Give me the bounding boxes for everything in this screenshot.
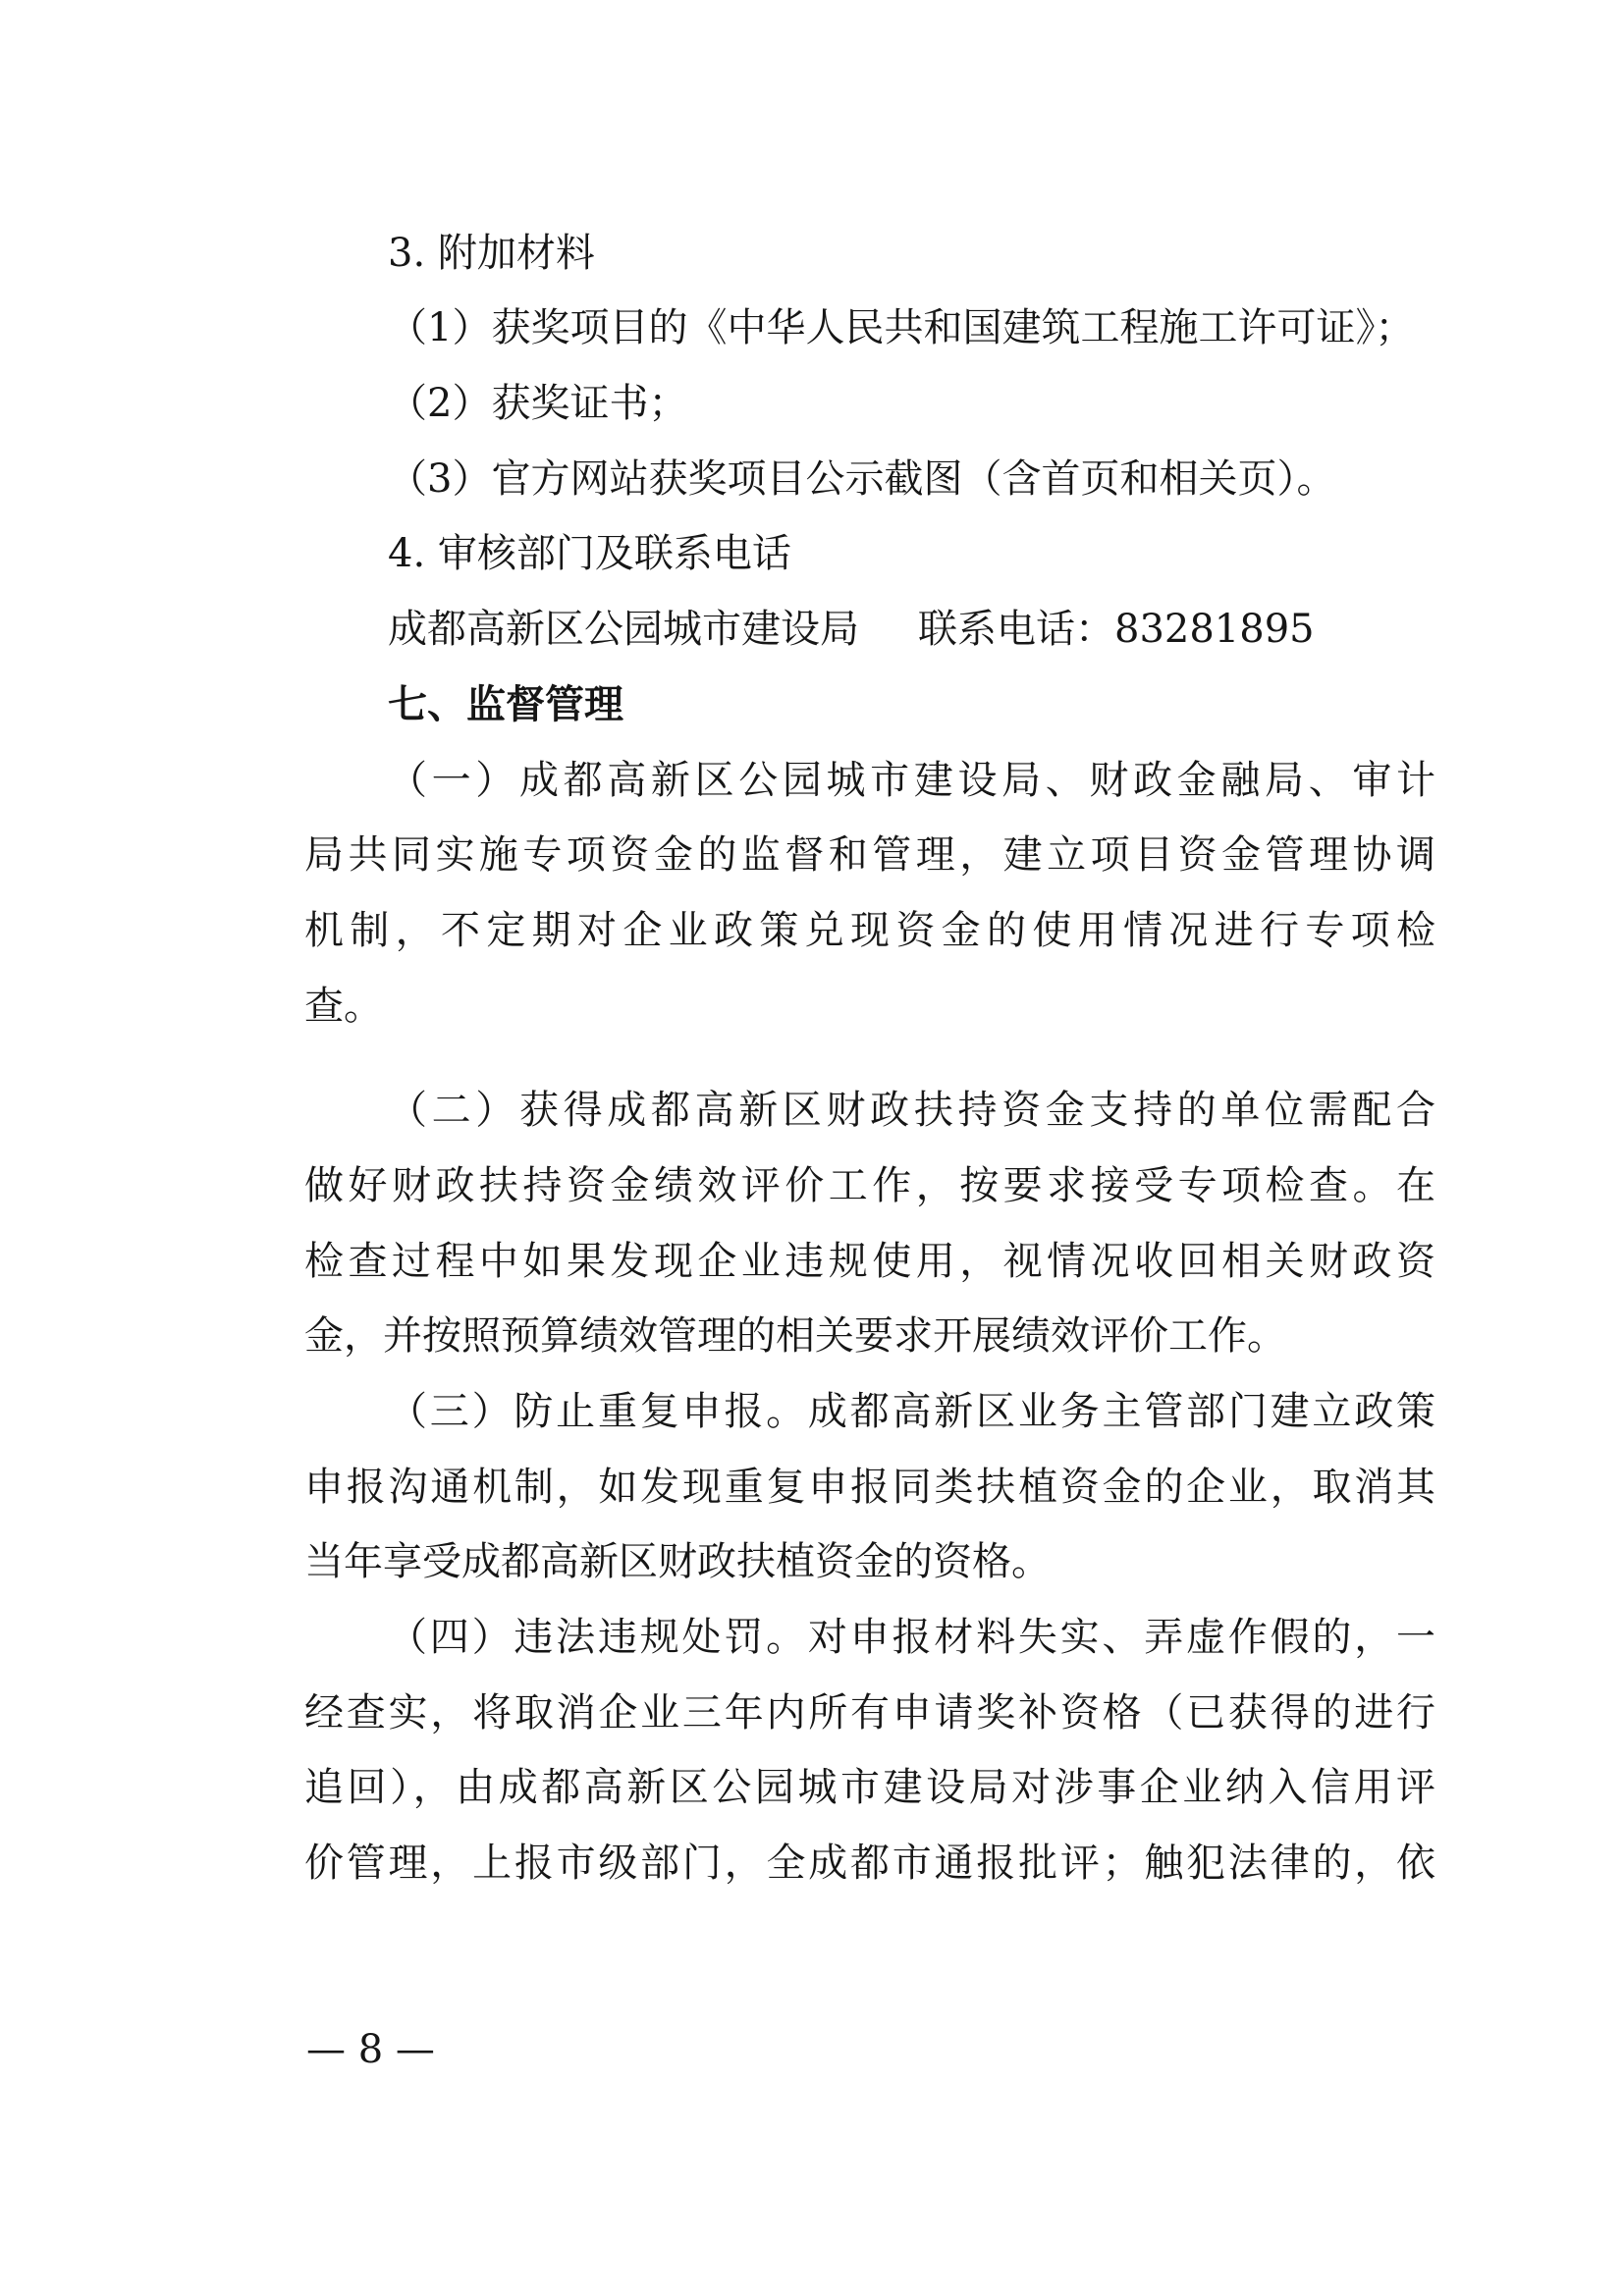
list-item: （3）官方网站获奖项目公示截图（含首页和相关页）。 (388, 456, 1336, 502)
department-name: 成都高新区公园城市建设局 (388, 607, 859, 652)
contact-line (388, 602, 1315, 657)
contact-phone: 联系电话：83281895 (918, 607, 1315, 652)
paragraph-line: 价管理，上报市级部门，全成都市通报批评；触犯法律的，依 (304, 1841, 1435, 1886)
paragraph-line: 查。 (304, 984, 383, 1029)
paragraph-line: 局共同实施专项资金的监督和管理，建立项目资金管理协调 (304, 832, 1435, 878)
section-4-heading: 4. 审核部门及联系电话 (388, 531, 791, 576)
paragraph-line: 机制，不定期对企业政策兑现资金的使用情况进行专项检 (304, 908, 1435, 953)
paragraph-line: 做好财政扶持资金绩效评价工作，按要求接受专项检查。在 (304, 1163, 1435, 1208)
page-number: — 8 — (306, 2027, 435, 2072)
list-item: （2）获奖证书； (388, 381, 688, 426)
paragraph-line: （三）防止重复申报。成都高新区业务主管部门建立政策 (388, 1389, 1435, 1434)
list-item: （1）获奖项目的《中华人民共和国建筑工程施工许可证》； (388, 305, 1415, 350)
section-7-heading: 七、监督管理 (388, 682, 623, 727)
paragraph-line: 检查过程中如果发现企业违规使用，视情况收回相关财政资 (304, 1239, 1435, 1284)
paragraph-line: （四）违法违规处罚。对申报材料失实、弄虚作假的，一 (388, 1615, 1435, 1660)
paragraph-line: 追回），由成都高新区公园城市建设局对涉事企业纳入信用评 (304, 1765, 1435, 1810)
paragraph-line: 经查实，将取消企业三年内所有申请奖补资格（已获得的进行 (304, 1690, 1435, 1735)
paragraph-line: （二）获得成都高新区财政扶持资金支持的单位需配合 (388, 1088, 1435, 1133)
section-3-heading: 3. 附加材料 (388, 231, 595, 276)
paragraph-line: 申报沟通机制，如发现重复申报同类扶植资金的企业，取消其 (304, 1465, 1435, 1510)
paragraph-line: 金，并按照预算绩效管理的相关要求开展绩效评价工作。 (304, 1313, 1286, 1359)
paragraph-line: 当年享受成都高新区财政扶植资金的资格。 (304, 1539, 1051, 1584)
paragraph-line: （一）成都高新区公园城市建设局、财政金融局、审计 (388, 758, 1435, 803)
